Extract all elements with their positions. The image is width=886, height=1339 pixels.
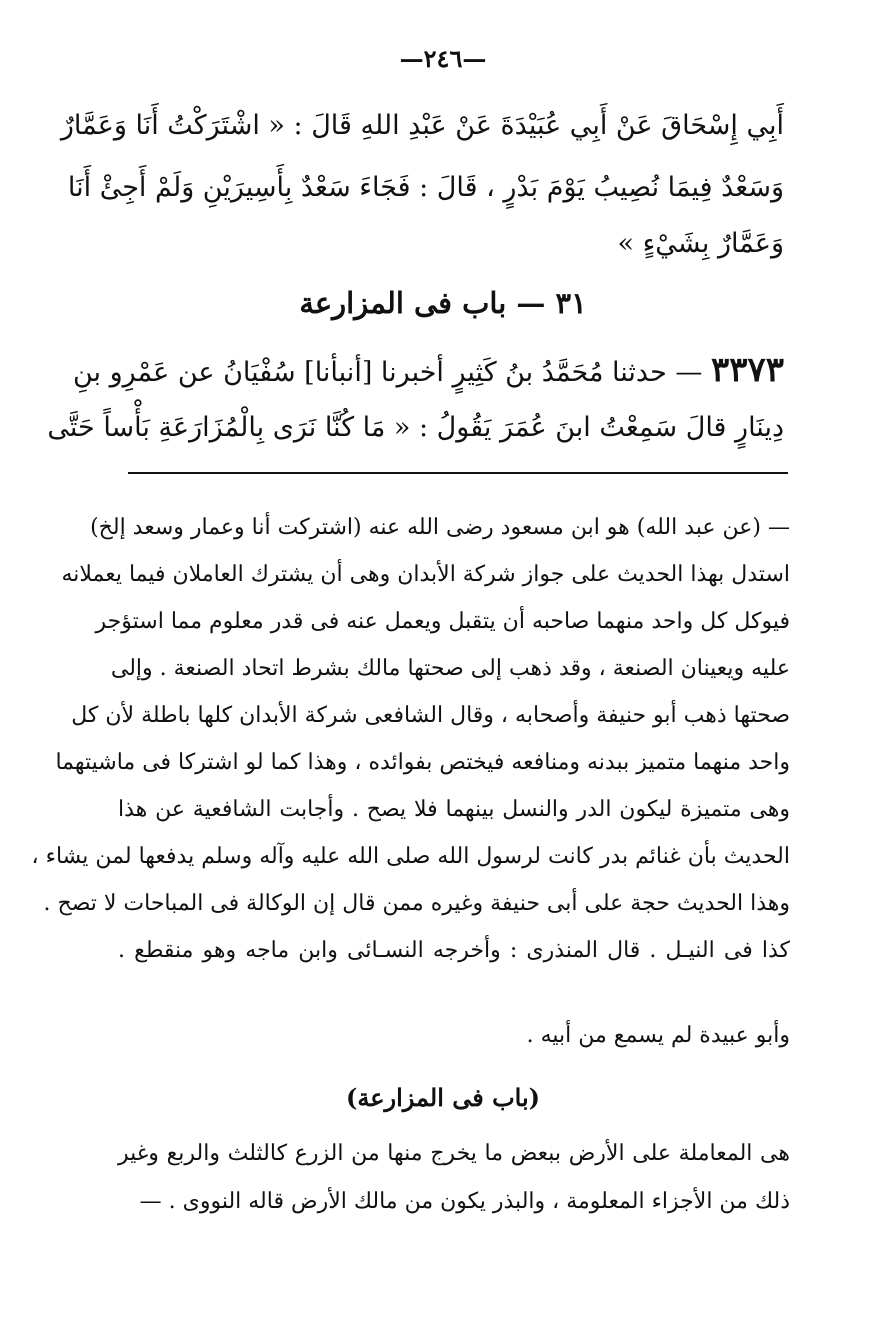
commentary-line: عليه ويعينان الصنعة ، وقد ذهب إلى صحتها مالك بشرط اتحاد الصنعة . وإلى xyxy=(110,656,790,681)
sub-heading: (باب فى المزارعة) xyxy=(345,1083,541,1112)
hadith-line: وَعَمَّارٌ بِشَيْءٍ » xyxy=(617,228,784,259)
footnote-divider xyxy=(128,472,788,474)
hadith-3373-line-2: دِينَارٍ قالَ سَمِعْتُ ابنَ عُمَرَ يَقُولُ : « مَا كُنَّا نَرَى بِالْمُزَارَعَةِ بَأْساً حَتَّى xyxy=(47,412,784,443)
hadith-line: أَبِي إِسْحَاقَ عَنْ أَبِي عُبَيْدَةَ عَنْ عَبْدِ اللهِ قَالَ : « اشْتَرَكْتُ أَنَا وَعَمَّارٌ xyxy=(60,110,784,141)
commentary-line: كذا فى النيـل . قال المنذرى : وأخرجه النسـائى وابن ماجه وهو منقطع . xyxy=(118,938,790,963)
hadith-line: وَسَعْدٌ فِيمَا نُصِيبُ يَوْمَ بَدْرٍ ، قَالَ : فَجَاءَ سَعْدٌ بِأَسِيرَيْنِ وَلَمْ أَجِئْ أَنَا xyxy=(67,172,784,203)
notes-line: ذلك من الأجزاء المعلومة ، والبذر يكون من مالك الأرض قاله النووى . — xyxy=(139,1189,790,1214)
commentary-line: — (عن عبد الله) هو ابن مسعود رضى الله عنه (اشتركت أنا وعمار وسعد إلخ) xyxy=(90,515,790,540)
hadith-text: — حدثنا مُحَمَّدُ بنُ كَثِيرٍ أخبرنا [أنبأنا] سُفْيَانُ عن عَمْرِو بنِ xyxy=(72,357,711,388)
chapter-title: ٣١ — باب فى المزارعة xyxy=(299,286,587,320)
commentary-line: الحديث بأن غنائم بدر كانت لرسول الله صلى الله عليه وآله وسلم يدفعها لمن يشاء ، xyxy=(31,844,790,869)
commentary-line: فيوكل كل واحد منهما صاحبه أن يتقبل ويعمل عنه فى قدر معلوم مما استؤجر xyxy=(95,609,790,634)
commentary-line: صحتها ذهب أبو حنيفة وأصحابه ، وقال الشافعى شركة الأبدان كلها باطلة لأن كل xyxy=(71,703,790,728)
commentary-line: وهذا الحديث حجة على أبى حنيفة وغيره ممن قال إن الوكالة فى المباحات لا تصح . xyxy=(43,891,790,916)
commentary-line: استدل بهذا الحديث على جواز شركة الأبدان وهى أن يشترك العاملان فيما يعملانه xyxy=(61,562,790,587)
commentary-line: وأبو عبيدة لم يسمع من أبيه . xyxy=(526,1023,790,1048)
hadith-number: ٣٣٧٣ xyxy=(710,350,784,390)
page-number: —٢٤٦— xyxy=(399,44,487,73)
hadith-3373-line-1 xyxy=(72,344,784,396)
commentary-line: وهى متميزة ليكون الدر والنسل بينهما فلا يصح . وأجابت الشافعية عن هذا xyxy=(118,797,790,822)
notes-line: هى المعاملة على الأرض ببعض ما يخرج منها من الزرع كالثلث والربع وغير xyxy=(118,1141,790,1166)
commentary-line: واحد منهما متميز ببدنه ومنافعه فيختص بفوائده ، وهذا كما لو اشتركا فى ماشيتهما xyxy=(55,750,790,775)
